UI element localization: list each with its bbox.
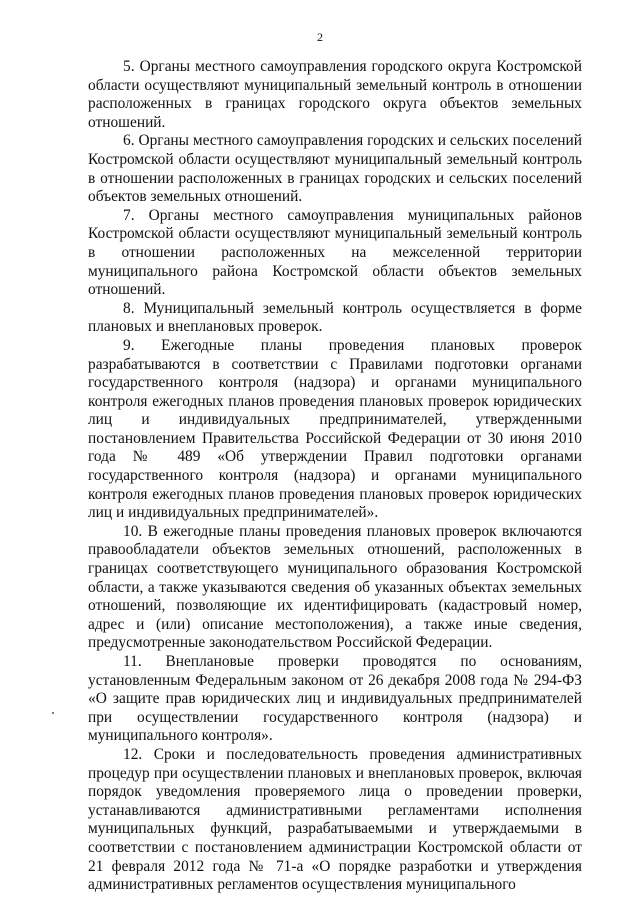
document-body — [88, 58, 582, 895]
paragraph-5: 5. Органы местного самоуправления городского округа Костромской области осуществляют муниципальный земельный контроль в отношении расположенных в границах городского округа объектов земельных отношений. — [88, 58, 582, 131]
paragraph-9: 9. Ежегодные планы проведения плановых проверок разрабатываются в соответствии с Правилами подготовки органами государственного контроля (надзора) и органами муниципального контроля ежегодных планов проведения плановых проверок юридических лиц и индивидуальных предпринимателей, утвержденными постановлением Правительства Российской Федерации от 30 июня 2010 года № 489 «Об утверждении Правил подготовки органами государственного контроля (надзора) и органами муниципального контроля ежегодных планов проведения плановых проверок юридических лиц и индивидуальных предпринимателей». — [88, 336, 582, 522]
paragraph-10: 10. В ежегодные планы проведения плановых проверок включаются правообладатели объектов земельных отношений, расположенных в границах соответствующего муниципального образования Костромской области, а также указываются сведения об указанных объектах земельных отношений, позволяющие их идентифицировать (кадастровый номер, адрес и (или) описание местоположения), а также иные сведения, предусмотренные законодательством Российской Федерации. — [88, 522, 582, 652]
paragraph-7: 7. Органы местного самоуправления муниципальных районов Костромской области осуществляют муниципальный земельный контроль в отношении расположенных на межселенной территории муниципального района Костромской области объектов земельных отношений. — [88, 206, 582, 299]
paragraph-6: 6. Органы местного самоуправления городских и сельских поселений Костромской области осуществляют муниципальный земельный контроль в отношении расположенных в границах городских и сельских поселений объектов земельных отношений. — [88, 132, 582, 206]
margin-mark — [52, 712, 54, 714]
paragraph-8: 8. Муниципальный земельный контроль осуществляется в форме плановых и внеплановых проверок. — [88, 299, 582, 336]
paragraph-11: 11. Внеплановые проверки проводятся по основаниям, установленным Федеральным законом от 26 декабря 2008 года № 294-ФЗ «О защите прав юридических лиц и индивидуальных предпринимателей при осуществлении государственного контроля (надзора) и муниципального контроля». — [88, 653, 582, 745]
paragraph-12: 12. Сроки и последовательность проведения административных процедур при осуществлении плановых и внеплановых проверок, включая порядок уведомления проверяемого лица о проведении проверки, устанавливаются административными регламентами исполнения муниципальных функций, разрабатываемыми и утверждаемыми в соответствии с постановлением администрации Костромской области от 21 февраля 2012 года № 71-а «О порядке разработки и утверждения административных регламентов осуществления муниципального — [88, 745, 582, 894]
page-number: 2 — [317, 30, 323, 44]
